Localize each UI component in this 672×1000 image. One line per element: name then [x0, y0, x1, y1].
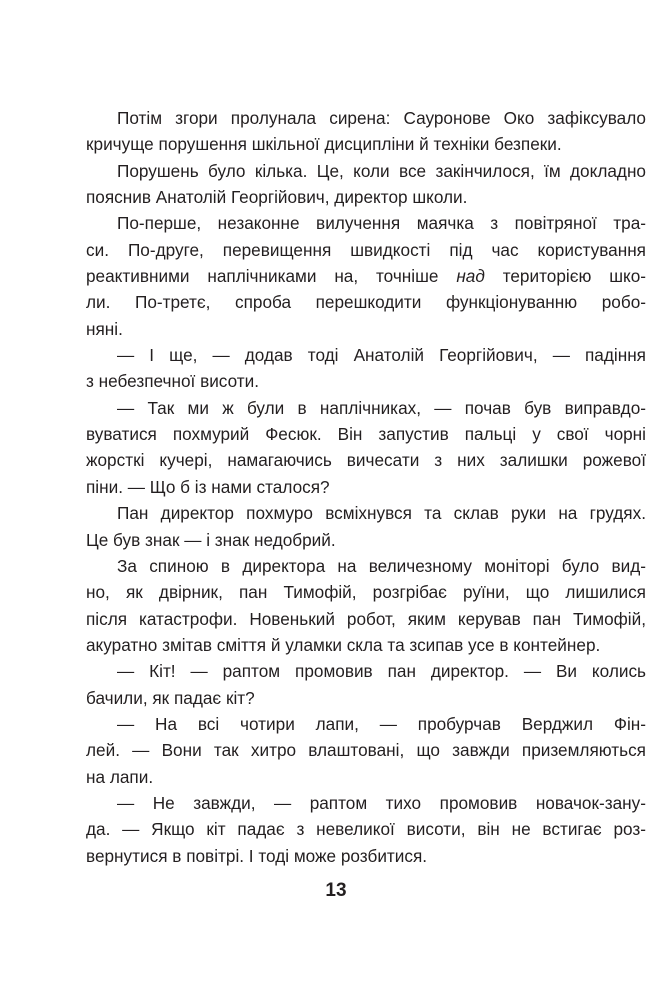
text-line: після катастрофи. Новенький робот, яким керував пан Тимофій, — [86, 608, 646, 629]
text-line: По-перше, незаконне вилучення маячка з повітряної тра- — [117, 213, 646, 234]
text-line: — Кіт! — раптом промовив пан директор. — Ви колись — [117, 661, 646, 682]
text-line: Пан директор похмуро всміхнувся та склав руки на грудях. — [117, 503, 646, 524]
text-line: — На всі чотири лапи, — пробурчав Верджил Фін- — [117, 713, 646, 734]
emphasis: над — [456, 266, 485, 287]
text-line: з небезпечної висоти. — [86, 371, 260, 392]
text-line: пояснив Анатолій Георгійович, директор школи. — [86, 187, 468, 208]
text-line: Потім згори пролунала сирена: Сауронове Око зафіксувало — [117, 108, 646, 128]
text-line: — Не завжди, — раптом тихо промовив новачок-зану- — [117, 792, 646, 813]
text-line: кричуще порушення шкільної дисципліни й техніки безпеки. — [86, 134, 562, 155]
text-line: вернутися в повітрі. І тоді може розбитися. — [86, 845, 428, 866]
text-line: Порушень було кілька. Це, коли все закінчилося, їм докладно — [117, 160, 646, 181]
text-line: За спиною в директора на величезному моніторі було вид- — [117, 555, 646, 576]
text-line: но, як двірник, пан Тимофій, розгрібає руїни, що лишилися — [86, 582, 646, 603]
text-line: бачили, як падає кіт? — [86, 687, 255, 708]
text-line: няні. — [86, 318, 123, 339]
text-line: — І ще, — додав тоді Анатолій Георгійович, — падіння — [117, 345, 646, 366]
text-line: си. По-друге, перевищення швидкості під час користування — [86, 239, 646, 260]
page-number: 13 — [325, 880, 347, 901]
body-text — [86, 105, 646, 869]
text-line: да. — Якщо кіт падає з невеликої висоти, він не встигає роз- — [86, 819, 646, 840]
text-line: вуватися похмурий Фесюк. Він запустив пальці у свої чорні — [86, 424, 646, 445]
text-line: жорсткі кучері, намагаючись вичесати з них залишки рожевої — [86, 450, 646, 471]
text-line: ли. По-третє, спроба перешкодити функціонуванню робо- — [86, 292, 646, 313]
text-line: — Так ми ж були в наплічниках, — почав був виправдо- — [117, 397, 646, 418]
text-line: реактивними наплічниками на, точніше над територією шко- — [86, 266, 646, 287]
text-line: на лапи. — [86, 766, 154, 787]
text-line: акуратно змітав сміття й уламки скла та зсипав усе в контейнер. — [86, 634, 601, 655]
text-line: піни. — Що б із нами сталося? — [86, 476, 330, 497]
text-line: лей. — Вони так хитро влаштовані, що завжди приземляються — [86, 740, 646, 761]
text-line: Це був знак — і знак недобрий. — [86, 529, 336, 550]
